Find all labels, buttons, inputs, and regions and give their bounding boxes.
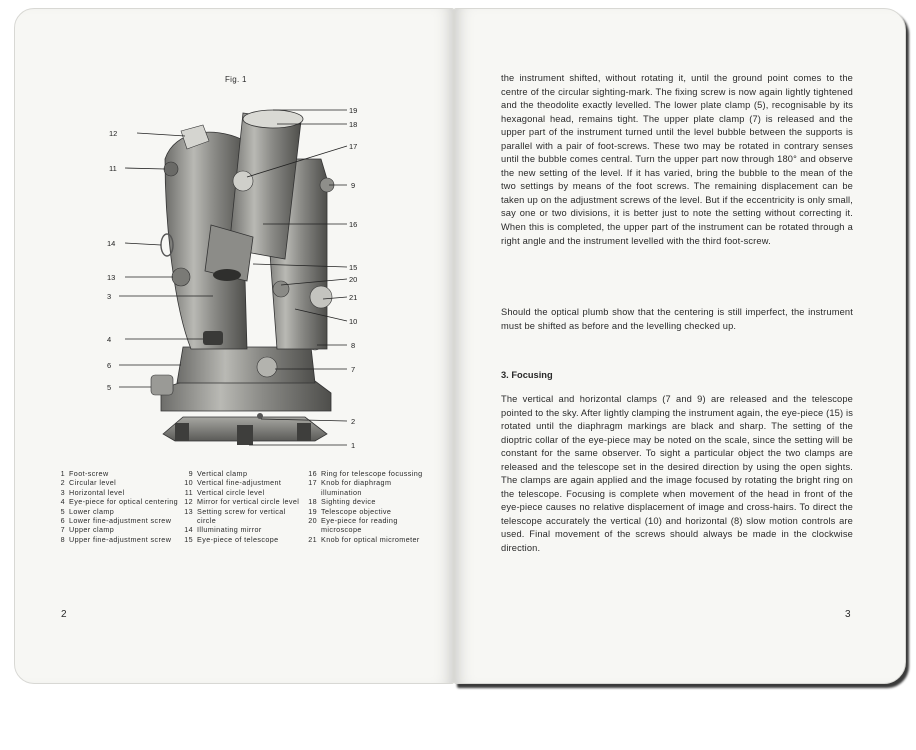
legend-item: 17 Knob for diaphragm illumination xyxy=(308,478,392,497)
reading-microscope xyxy=(273,281,289,297)
callout-13: 13 xyxy=(107,273,116,282)
callout-11: 11 xyxy=(109,164,117,173)
setting-screw xyxy=(172,268,190,286)
lower-housing xyxy=(177,347,315,383)
legend-item: 12 Mirror for vertical circle level xyxy=(184,497,300,507)
upper-clamp-knob xyxy=(257,357,277,377)
callout-18: 18 xyxy=(349,120,358,129)
legend-item: 15 Eye-piece of telescope xyxy=(184,534,279,544)
legend-item: 16 Ring for telescope focussing xyxy=(308,469,423,478)
tribrach xyxy=(161,381,331,411)
callout-19: 19 xyxy=(349,106,358,115)
legend-item: 18 Sighting device xyxy=(308,497,376,507)
foot-screw-right xyxy=(297,423,311,441)
legend-item: 21 Knob for optical micrometer xyxy=(308,534,420,544)
diaphragm-knob xyxy=(233,171,253,191)
callout-9: 9 xyxy=(351,181,356,190)
book-spread xyxy=(14,8,906,684)
legend-item: 4 Eye-piece for optical centering xyxy=(60,497,179,507)
legend-item: 20 Eye-piece for reading microscope xyxy=(308,516,398,535)
callout-4: 4 xyxy=(107,335,112,344)
left-page xyxy=(14,8,454,684)
callout-5: 5 xyxy=(107,383,112,392)
paragraph-2: Should the optical plumb show that the centering is still imperfect, the instrument must be shifted as before and the levelling checked up. xyxy=(501,307,853,331)
legend-item: 3 Horizontal level xyxy=(60,487,125,497)
vertical-circle-level xyxy=(164,162,178,176)
telescope-objective xyxy=(243,110,303,128)
legend-item: 19 Telescope objective xyxy=(308,506,392,516)
circular-level xyxy=(257,413,263,419)
callout-7: 7 xyxy=(351,365,356,374)
callout-8: 8 xyxy=(351,341,356,350)
foot-screw-left xyxy=(175,423,189,441)
right-page xyxy=(454,8,906,684)
legend-item: 8 Upper fine-adjustment screw xyxy=(60,534,172,544)
legend-item: 6 Lower fine-adjustment screw xyxy=(60,516,172,526)
eyepiece-lens xyxy=(213,269,241,281)
callout-6: 6 xyxy=(107,361,112,370)
foot-screw-center xyxy=(237,425,253,445)
callout-2: 2 xyxy=(351,417,356,426)
legend-column-3 xyxy=(307,469,431,544)
callout-10: 10 xyxy=(349,317,358,326)
legend-item: 14 Illuminating mirror xyxy=(184,525,262,535)
legend-item: 2 Circular level xyxy=(60,478,117,488)
callout-12: 12 xyxy=(109,129,118,138)
paragraph-1: the instrument shifted, without rotating it, until the ground point comes to the centre of the circular sighting-mark. The fixing screw is now again lightly tightened and the theodolite exactly levelled. The lower plate clamp (5), recognisable by its hexagonal head, remains tight. The upper plate clamp (7) is released and the upper part of the instrument turned until the level bubble between the supports is parallel with a pair of foot-screws. These two may be rotated in contrary senses until the bubble comes central. Turn the upper part now through 180° and observe the new setting of the level. If it has varied, bring the bubble to the mean of the two settings by means of the foot screws. The remaining displacement can be taken up on the adjustment screws of the level. But if the eccentricity is only small, say one or two divisions, it is better just to note the setting without correcting it. When this is completed, the upper part of the instrument can be rotated through a right angle and the instrument levelled with the third foot-screw. xyxy=(501,73,853,246)
optical-centering-eyepiece xyxy=(203,331,223,345)
callout-15: 15 xyxy=(349,263,358,272)
callout-1: 1 xyxy=(351,441,356,450)
theodolite-illustration xyxy=(15,9,455,459)
callout-21: 21 xyxy=(349,293,358,302)
legend-item: 13 Setting screw for vertical circle xyxy=(184,506,286,526)
section-heading: 3. Focusing xyxy=(501,370,553,380)
legend-item: 11 Vertical circle level xyxy=(184,487,265,497)
lower-clamp-knob xyxy=(151,375,173,395)
legend-item: 7 Upper clamp xyxy=(60,525,115,535)
legend-item: 9 Vertical clamp xyxy=(188,469,248,478)
callout-3: 3 xyxy=(107,292,112,301)
legend-item: 1 Foot-screw xyxy=(60,469,109,478)
callout-17: 17 xyxy=(349,142,358,151)
legend-item: 10 Vertical fine-adjustment xyxy=(184,478,282,488)
page-number-right: 3 xyxy=(845,609,851,620)
paragraph-3: The vertical and horizontal clamps (7 and 9) are released and the telescope pointed to the sky. After lightly clamping the instrument again, the eye-piece (15) is rotated until the diaphragm markings are black and sharp. The setting of the dioptric collar of the eye-piece may be noted on the scale, since the setting will be constant for the same observer. To sight a particular object the two clamps are released and the telescope set in the desired direction by using the open sights. The clamps are again applied and the image focused by rotating the bright ring on the telescope. Focusing is complete when movement of the head in front of the eye-piece causes no relative displacement of image and cross-hairs. To direct the telescope accurately the vertical (10) and horizontal (8) slow motion controls are used. Final movement of the screws should always be made in the clockwise direction. xyxy=(501,394,853,554)
callout-16: 16 xyxy=(349,220,358,229)
legend-column-2 xyxy=(183,469,307,544)
page-number-left: 2 xyxy=(61,609,67,620)
figure-title: Fig. 1 xyxy=(225,75,247,84)
legend-item: 5 Lower clamp xyxy=(60,506,115,516)
callout-20: 20 xyxy=(349,275,358,284)
callout-14: 14 xyxy=(107,239,116,248)
legend-column-1 xyxy=(55,469,179,544)
micrometer-knob xyxy=(310,286,332,308)
